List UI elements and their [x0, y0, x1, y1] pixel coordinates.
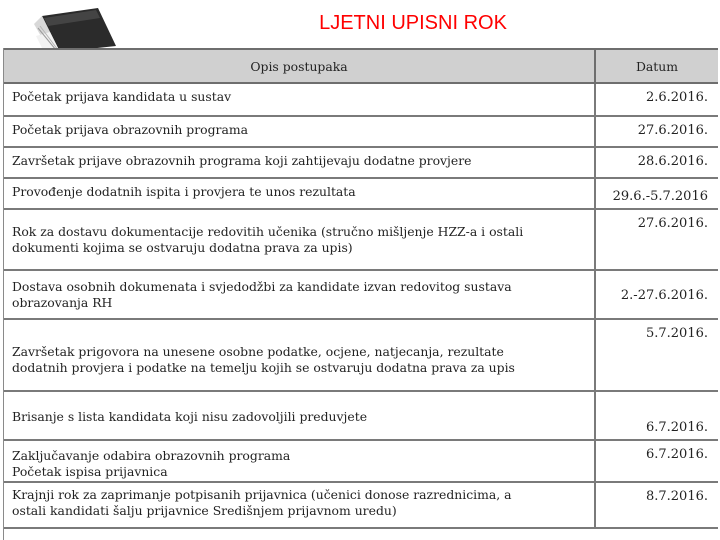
- description-line: Dostava osobnih dokumenata i svjedodžbi za kandidate izvan redovitog sustava: [12, 279, 512, 294]
- row-description: [4, 482, 595, 528]
- table-row: [4, 270, 718, 319]
- description-line: ostali kandidati šalju prijavnice Središnjem prijavnom uredu): [12, 503, 397, 518]
- description-line: Završetak prigovora na unesene osobne podatke, ocjene, natjecanja, rezultate: [12, 344, 504, 359]
- row-date: 8.7.2016.: [595, 482, 718, 528]
- table-row: [4, 116, 718, 147]
- row-date: 6.7.2016.: [595, 391, 718, 440]
- row-date: 5.7.2016.: [595, 319, 718, 391]
- row-description: [4, 83, 595, 116]
- table-row: [4, 83, 718, 116]
- row-description: [4, 178, 595, 209]
- row-description: [4, 440, 595, 482]
- row-date: 27.6.2016.: [595, 209, 718, 270]
- table-row: [4, 147, 718, 178]
- description-line: Početak ispisa prijavnica: [12, 464, 168, 479]
- table-row: [4, 440, 718, 482]
- row-date: 2.-27.6.2016.: [595, 270, 718, 319]
- column-header-description: Opis postupaka: [4, 49, 595, 83]
- table-row: [4, 178, 718, 209]
- schedule-table: [3, 48, 718, 540]
- row-date: 29.6.-5.7.2016: [595, 178, 718, 209]
- description-line: obrazovanja RH: [12, 295, 113, 310]
- table-row: [4, 209, 718, 270]
- row-description: [4, 319, 595, 391]
- slide-title: LJETNI UPISNI ROK: [319, 12, 507, 34]
- row-date: 28.6.2016.: [595, 147, 718, 178]
- row-date: 27.6.2016.: [595, 116, 718, 147]
- row-description: [4, 391, 595, 440]
- row-date: 6.7.2016.: [595, 440, 718, 482]
- description-line: Provođenje dodatnih ispita i provjera te unos rezultata: [12, 184, 356, 199]
- table-header-row: [4, 49, 718, 83]
- table-row: [4, 482, 718, 528]
- description-line: Brisanje s lista kandidata koji nisu zadovoljili preduvjete: [12, 409, 368, 424]
- row-description: [4, 209, 595, 270]
- description-line: dodatnih provjera i podatke na temelju kojih se ostvaruju dodatna prava za upis: [12, 360, 515, 375]
- row-description: [4, 116, 595, 147]
- description-line: Početak prijava kandidata u sustav: [12, 89, 232, 104]
- description-line: dokumenti kojima se ostvaruju dodatna prava za upis): [12, 240, 353, 255]
- description-line: Početak prijava obrazovnih programa: [12, 122, 248, 137]
- row-date: 2.6.2016.: [595, 83, 718, 116]
- table-row: [4, 391, 718, 440]
- table-row: [4, 319, 718, 391]
- row-description: [4, 270, 595, 319]
- column-header-date: Datum: [595, 49, 718, 83]
- row-description: [4, 147, 595, 178]
- description-line: Zaključavanje odabira obrazovnih programa: [12, 448, 291, 463]
- description-line: Krajnji rok za zaprimanje potpisanih prijavnica (učenici donose razrednicima, a: [12, 487, 512, 502]
- description-line: Završetak prijave obrazovnih programa koji zahtijevaju dodatne provjere: [12, 153, 472, 168]
- description-line: Rok za dostavu dokumentacije redovitih učenika (stručno mišljenje HZZ-a i ostali: [12, 224, 524, 239]
